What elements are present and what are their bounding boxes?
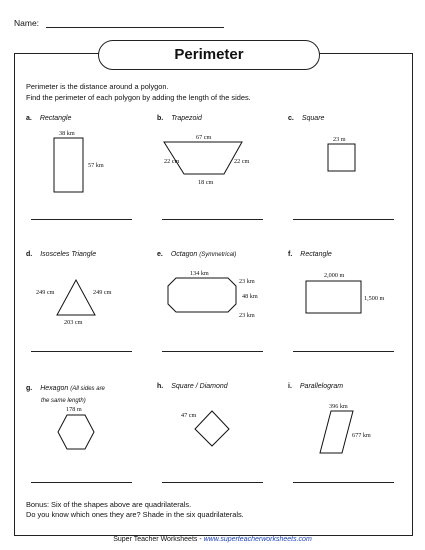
answer-line-a[interactable]: [31, 219, 132, 220]
side-label: 134 km: [190, 270, 209, 277]
problem-letter: g.: [26, 385, 33, 392]
problem-h-heading: [157, 383, 228, 390]
hexagon-shape: [58, 415, 94, 449]
answer-line-b[interactable]: [162, 219, 263, 220]
side-label: 677 km: [352, 432, 371, 439]
shape-name: Octagon: [170, 251, 198, 258]
octagon-shape: [168, 278, 236, 312]
side-label: 396 km: [329, 403, 348, 410]
problem-i-heading: [288, 383, 343, 390]
side-label: 47 cm: [181, 412, 197, 419]
octagon-figure: [160, 266, 270, 330]
side-label: 38 km: [59, 130, 75, 137]
problem-a-heading: [26, 115, 71, 122]
side-label: 2,000 m: [324, 272, 345, 279]
shape-name: Parallelogram: [299, 383, 344, 390]
name-label: Name:: [14, 18, 40, 28]
problem-letter: i.: [288, 383, 292, 390]
problem-c-heading: [288, 115, 324, 122]
parallelogram-figure: [310, 395, 400, 465]
answer-line-e[interactable]: [162, 351, 263, 352]
parallelogram-shape: [320, 411, 353, 453]
shape-name: Rectangle: [39, 115, 72, 122]
side-label: 67 cm: [196, 134, 212, 141]
side-label: 22 cm: [164, 158, 180, 165]
triangle-shape: [57, 280, 95, 315]
bonus-line-2: Do you know which ones they are? Shade in the six quadrilaterals.: [26, 510, 244, 519]
problem-letter: h.: [157, 383, 164, 390]
shape-name: Square / Diamond: [171, 383, 228, 390]
instructions-line-2: Find the perimeter of each polygon by adding the length of the sides.: [26, 93, 251, 102]
rectangle-shape: [54, 138, 83, 192]
problem-letter: e.: [157, 251, 163, 258]
shape-note: (Symmetrical): [199, 252, 237, 258]
problem-d-heading: [26, 251, 96, 258]
problem-b-heading: [157, 115, 202, 122]
footer: [0, 536, 425, 543]
side-label: 57 km: [88, 162, 104, 169]
side-label: 22 cm: [234, 158, 250, 165]
hexagon-figure: [52, 405, 112, 465]
side-label: 178 m: [66, 406, 82, 413]
problem-letter: c.: [288, 115, 294, 122]
problem-g-heading: [26, 383, 105, 407]
rectangle-a-figure: [40, 126, 120, 196]
side-label: 249 cm: [36, 289, 55, 296]
side-label: 1,500 m: [364, 295, 385, 302]
side-label: 18 cm: [198, 179, 214, 186]
bonus-text: [26, 500, 244, 520]
side-label: 23 km: [239, 312, 255, 319]
answer-line-g[interactable]: [31, 482, 132, 483]
shape-name: Hexagon: [40, 385, 69, 392]
square-c-figure: [320, 132, 380, 182]
footer-brand: Super Teacher Worksheets -: [113, 536, 204, 543]
square-shape: [328, 144, 355, 171]
diamond-figure: [178, 405, 248, 465]
answer-line-h[interactable]: [162, 482, 263, 483]
shape-name: Square: [301, 115, 325, 122]
rectangle-f-figure: [300, 268, 410, 328]
shape-name: Isosceles Triangle: [40, 251, 97, 258]
problem-e-heading: [157, 251, 236, 258]
instructions: [26, 81, 251, 103]
answer-line-f[interactable]: [293, 351, 394, 352]
rectangle-shape: [306, 281, 361, 313]
shape-note: (All sides are: [70, 386, 105, 392]
side-label: 23 km: [239, 278, 255, 285]
side-label: 48 km: [242, 293, 258, 300]
answer-line-i[interactable]: [293, 482, 394, 483]
shape-name: Rectangle: [300, 251, 332, 258]
diamond-shape: [195, 411, 229, 446]
problem-f-heading: [288, 251, 332, 258]
problem-letter: f.: [288, 251, 293, 258]
answer-line-d[interactable]: [31, 351, 132, 352]
footer-link[interactable]: www.superteacherworksheets.com: [203, 536, 312, 543]
side-label: 249 cm: [93, 289, 112, 296]
name-line[interactable]: [46, 27, 224, 28]
instructions-line-1: Perimeter is the distance around a polygon.: [26, 82, 169, 91]
triangle-figure: [36, 270, 126, 330]
shape-note-2: the same length): [41, 398, 86, 404]
problem-letter: d.: [26, 251, 33, 258]
problem-letter: b.: [157, 115, 164, 122]
answer-line-c[interactable]: [293, 219, 394, 220]
problem-letter: a.: [26, 115, 32, 122]
trapezoid-figure: [160, 130, 260, 190]
page-title: Perimeter: [98, 40, 320, 70]
bonus-line-1: Bonus: Six of the shapes above are quadrilaterals.: [26, 500, 192, 509]
shape-name: Trapezoid: [171, 115, 202, 122]
side-label: 23 m: [333, 136, 346, 143]
side-label: 203 cm: [64, 319, 83, 326]
